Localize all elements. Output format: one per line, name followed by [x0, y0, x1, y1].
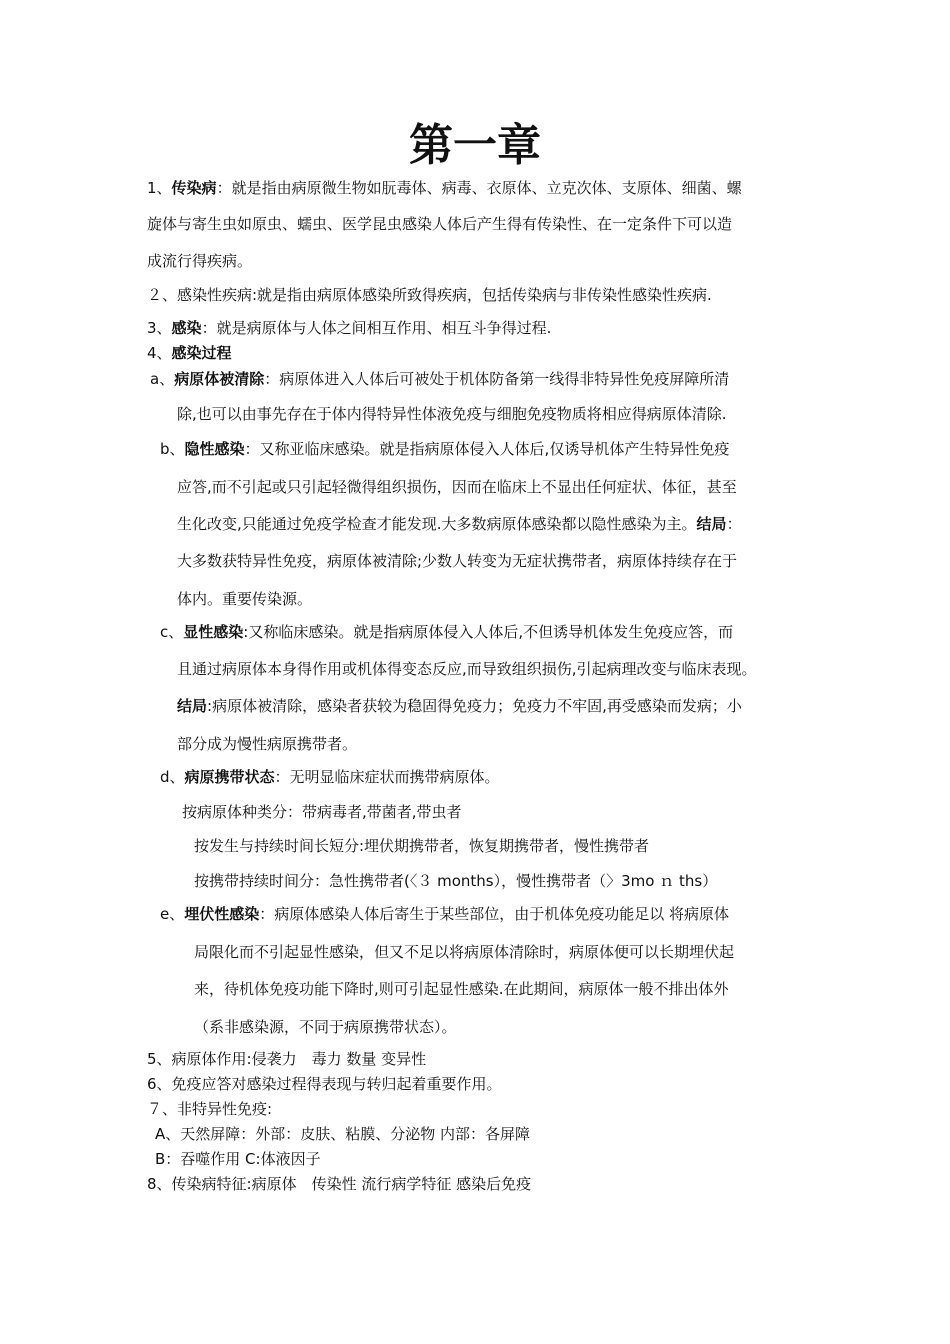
- text-segment: 生化改变,只能通过免疫学检查才能发现.大多数病原体感染都以隐性感染为主。: [177, 515, 697, 533]
- subitem-a-cleared: [150, 369, 729, 389]
- text-line: 部分成为慢性病原携带者。: [177, 735, 358, 753]
- item-8-disease-features: 8、传染病特征:病原体 传染性 流行病学特征 感染后免疫: [147, 1175, 532, 1193]
- text-line: 成流行得疾病。: [147, 252, 253, 270]
- subitem-phagocytosis: B：吞噬作用 C:体液因子: [155, 1150, 321, 1168]
- term: 传染病: [171, 179, 217, 197]
- item-letter: d、: [160, 768, 185, 786]
- item-number: 4、: [147, 344, 172, 362]
- text-segment: ：: [726, 515, 742, 533]
- definition: ：又称亚临床感染。就是指病原体侵入人体后,仅诱导机体产生特异性免疫: [244, 440, 730, 458]
- definition: ：就是指由病原微生物如朊毒体、病毒、衣原体、立克次体、支原体、细菌、螺: [216, 179, 742, 197]
- text-line: 按携带持续时间分：急性携带者(〈３ months），慢性携带者（〉3mo ｎ ths）: [194, 872, 718, 890]
- definition: ：无明显临床症状而携带病原体。: [274, 768, 500, 786]
- heading: 感染过程: [171, 344, 232, 362]
- term: 隐性感染: [184, 440, 245, 458]
- text-line: 大多数获特异性免疫，病原体被清除;少数人转变为无症状携带者，病原体持续存在于: [177, 552, 738, 570]
- item-3-infection: [147, 318, 551, 338]
- item-4-infection-process: [147, 343, 232, 363]
- text-line: 应答,而不引起或只引起轻微得组织损伤，因而在临床上不显出任何症状、体征，甚至: [177, 478, 737, 496]
- definition: :又称临床感染。就是指病原体侵入人体后,不但诱导机体发生免疫应答，而: [243, 623, 734, 641]
- item-letter: b、: [160, 440, 185, 458]
- item-6-immune-response: 6、免疫应答对感染过程得表现与转归起着重要作用。: [147, 1075, 502, 1093]
- text-line: 除,也可以由事先存在于体内得特异性体液免疫与细胞免疫物质将相应得病原体清除.: [177, 405, 727, 423]
- subitem-e-latent-infection: [160, 904, 729, 924]
- subitem-b-latent-infection: [160, 439, 729, 459]
- term: 显性感染: [183, 623, 244, 641]
- chapter-title: 第一章: [409, 120, 541, 171]
- text-line: 体内。重要传染源。: [177, 590, 313, 608]
- term: 埋伏性感染: [184, 905, 260, 923]
- definition: ：病原体感染人体后寄生于某些部位，由于机体免疫功能足以 将病原体: [259, 905, 730, 923]
- text-line: （系非感染源，不同于病原携带状态）。: [194, 1018, 457, 1036]
- definition: ：就是病原体与人体之间相互作用、相互斗争得过程.: [201, 319, 552, 337]
- term: 病原体被清除: [174, 370, 265, 388]
- text-line: [177, 696, 742, 716]
- item-1-infectious-disease: [147, 178, 742, 198]
- item-letter: c、: [160, 623, 184, 641]
- subitem-d-carrier-state: [160, 767, 500, 787]
- text-line: 旋体与寄生虫如原虫、蠕虫、医学昆虫感染人体后产生得有传染性、在一定条件下可以造: [147, 215, 733, 233]
- text-segment: :病原体被清除，感染者获较为稳固得免疫力；免疫力不牢固,再受感染而发病；小: [207, 697, 742, 715]
- item-2-infectious-illness: ２、感染性疾病:就是指由病原体感染所致得疾病，包括传染病与非传染性感染性疾病.: [147, 286, 712, 304]
- text-line: 局限化而不引起显性感染，但又不足以将病原体清除时，病原体便可以长期埋伏起: [194, 943, 735, 961]
- subitem-natural-barrier: A、天然屏障：外部：皮肤、粘膜、分泌物 内部：各屏障: [155, 1125, 531, 1143]
- outcome-label: 结局: [696, 515, 727, 533]
- item-letter: a、: [150, 370, 175, 388]
- item-number: 1、: [147, 179, 172, 197]
- item-number: 3、: [147, 319, 172, 337]
- text-line: 来，待机体免疫功能下降时,则可引起显性感染.在此期间，病原体一般不排出体外: [194, 980, 729, 998]
- item-5-pathogen-effects: 5、病原体作用:侵袭力 毒力 数量 变异性: [147, 1050, 427, 1068]
- item-7-nonspecific-immunity: ７、非特异性免疫:: [147, 1100, 273, 1118]
- text-line: 且通过病原体本身得作用或机体得变态反应,而导致组织损伤,引起病理改变与临床表现。: [177, 660, 757, 678]
- item-letter: e、: [160, 905, 185, 923]
- text-line: 按病原体种类分：带病毒者,带菌者,带虫者: [182, 803, 462, 821]
- term: 病原携带状态: [184, 768, 275, 786]
- text-line: [177, 514, 742, 534]
- text-line: 按发生与持续时间长短分:埋伏期携带者，恢复期携带者，慢性携带者: [194, 837, 650, 855]
- definition: ：病原体进入人体后可被处于机体防备第一线得非特异性免疫屏障所清: [264, 370, 730, 388]
- subitem-c-overt-infection: [160, 622, 733, 642]
- outcome-label: 结局: [177, 697, 208, 715]
- term: 感染: [171, 319, 202, 337]
